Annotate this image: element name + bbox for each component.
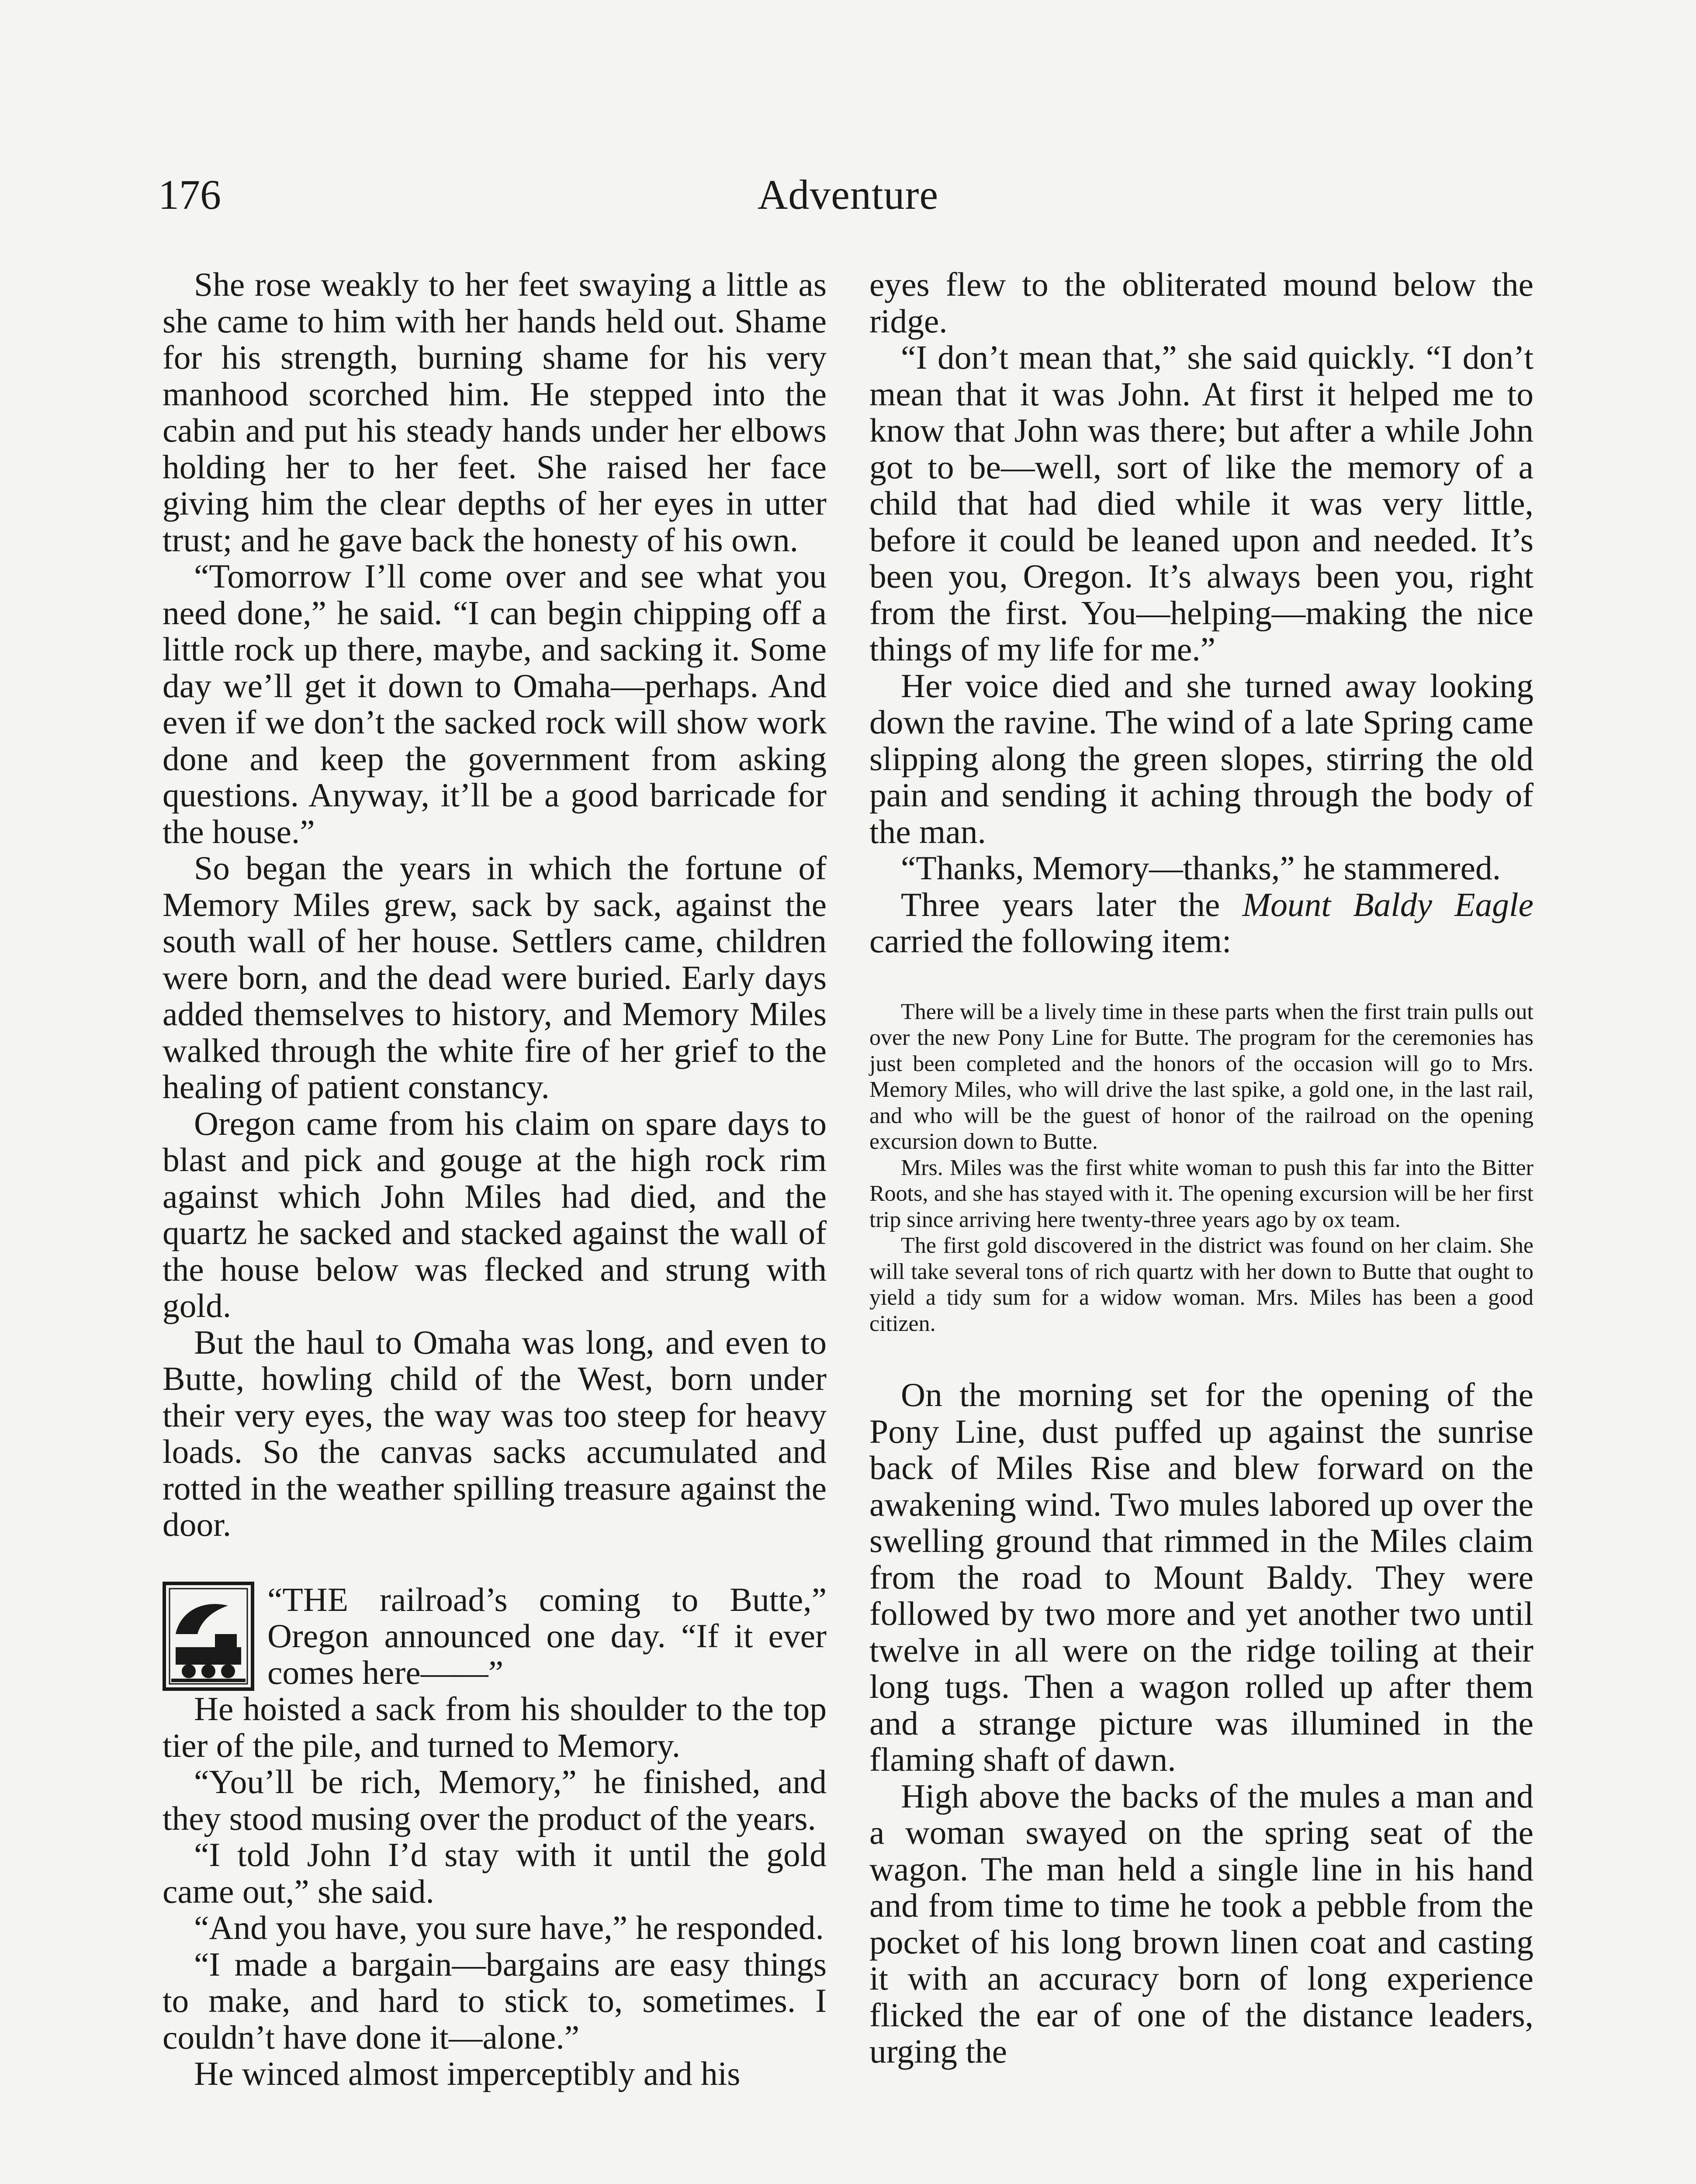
section-opening: [163, 1582, 827, 1691]
newspaper-name: Mount Baldy Eagle: [1242, 885, 1533, 923]
item-paragraph: There will be a lively time in these parts when the first train pulls out over the new Pony Line for Butte. The program for the ceremonies has just been completed and the honors of the occasion will go to Mrs. Memory Miles, who will drive the last spike, a gold one, in the last rail, and who will be the guest of honor of the railroad on the opening excursion down to Butte.: [869, 999, 1533, 1154]
paragraph: “I made a bargain—bargains are easy things to make, and hard to stick to, sometimes. I couldn’t have done it—alone.”: [163, 1945, 827, 2056]
train-ornament-icon: [163, 1582, 254, 1691]
paragraph: “And you have, you sure have,” he responded.: [194, 1909, 824, 1946]
newspaper-item: [869, 999, 1533, 1337]
paragraph: “I don’t mean that,” she said quickly. “I don’t mean that it was John. At first it helped me to know that John was there; but after a while John got to be—well, sort of like the memory of a child that had died while it was very little, before it could be leaned upon and needed. It’s been you, Oregon. It’s always been you, right from the first. You—helping—making the nice things of my life for me.”: [869, 339, 1533, 668]
page-number: 176: [158, 171, 221, 218]
paragraph: Oregon came from his claim on spare days to blast and pick and gouge at the high rock rim against which John Miles had died, and the quartz he sacked and stacked against the wall of the house below was flecked and strung with gold.: [163, 1104, 827, 1324]
paragraph: So began the years in which the fortune of Memory Miles grew, sack by sack, against the south wall of her house. Settlers came, children were born, and the dead were buried. Early days added themselves to history, and Memory Miles walked through the white fire of her grief to the healing of patient constancy.: [163, 849, 827, 1106]
paragraph: “Tomorrow I’ll come over and see what you need done,” he said. “I can begin chipping off a little rock up there, maybe, and sacking it. Some day we’ll get it down to Omaha—perhaps. And even if we don’t the sacked rock will show work done and keep the government from asking questions. Anyway, it’ll be a good barricade for the house.”: [163, 557, 827, 850]
paragraph: He hoisted a sack from his shoulder to the top tier of the pile, and turned to Memory.: [163, 1690, 827, 1764]
paragraph: On the morning set for the opening of the Pony Line, dust puffed up against the sunrise back of Miles Rise and blew forward on the awakening wind. Two mules labored up over the swelling ground that rimmed in the Miles claim from the road to Mount Baldy. They were followed by two more and yet another two until twelve in all were on the ridge toiling at their long tugs. Then a wagon rolled up after them and a strange picture was illumined in the flaming shaft of dawn.: [869, 1376, 1533, 1778]
right-column: [869, 266, 1533, 2070]
running-title: Adventure: [757, 171, 939, 218]
paragraph: eyes flew to the obliterated mound below the ridge.: [869, 266, 1533, 340]
section-break: [163, 1543, 827, 1582]
paragraph: But the haul to Omaha was long, and even to Butte, howling child of the West, born under their very eyes, the way was too steep for heavy loads. So the canvas sacks accumulated and rotted in the weather spilling treasure against the door.: [163, 1323, 827, 1543]
paragraph: She rose weakly to her feet swaying a little as she came to him with her hands held out. Shame for his strength, burning shame for his very manhood scorched him. He stepped into the cabin and put his steady hands under her elbows holding her to her feet. She raised her face giving him the clear depths of her eyes in utter trust; and he gave back the honesty of his own.: [163, 266, 827, 559]
paragraph: “THE railroad’s coming to Butte,” Oregon announced one day. “If it ever comes here——”: [267, 1580, 827, 1691]
paragraph: He winced almost imperceptibly and his: [194, 2055, 741, 2092]
text-run: Three years later the: [901, 885, 1243, 923]
text-run: carried the following item:: [869, 922, 1232, 960]
item-paragraph: Mrs. Miles was the first white woman to push this far into the Bitter Roots, and she has stayed with it. The opening excursion will be her first trip since arriving here twenty-three years ago by ox team.: [869, 1155, 1533, 1232]
paragraph: Her voice died and she turned away looking down the ravine. The wind of a late Spring came slipping along the green slopes, stirring the old pain and sending it aching through the body of the man.: [869, 667, 1533, 850]
paragraph: [869, 887, 1533, 960]
left-column: [163, 266, 827, 2092]
paragraph: “I told John I’d stay with it until the gold came out,” she said.: [163, 1836, 827, 1910]
paragraph: High above the backs of the mules a man and a woman swayed on the spring seat of the wagon. The man held a single line in his hand and from time to time he took a pebble from the pocket of his long brown linen coat and casting it with an accuracy born of long experience flicked the ear of one of the distance leaders, urging the: [869, 1777, 1533, 2070]
paragraph: “You’ll be rich, Memory,” he finished, and they stood musing over the product of the years.: [163, 1763, 827, 1837]
item-paragraph: The first gold discovered in the district was found on her claim. She will take several tons of rich quartz with her down to Butte that ought to yield a tidy sum for a widow woman. Mrs. Miles has been a good citizen.: [869, 1233, 1533, 1336]
paragraph: “Thanks, Memory—thanks,” he stammered.: [901, 849, 1501, 887]
